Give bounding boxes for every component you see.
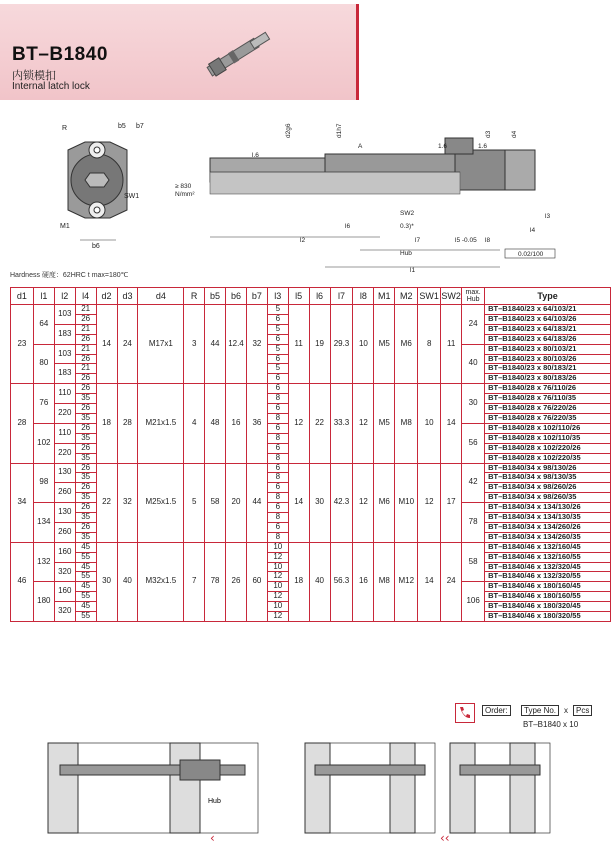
cell-l6: 19 (309, 305, 330, 384)
cell-l4: 35 (75, 513, 96, 523)
cell-r: 7 (184, 542, 205, 621)
cell-l1: 102 (33, 423, 54, 463)
cell-d4: M32x1.5 (138, 542, 184, 621)
cell-type: BT–B1840/46 x 180/320/45 (485, 602, 611, 612)
label-l1: l1 (410, 267, 416, 274)
cell-max-hub: 24 (462, 305, 485, 345)
cell-type: BT–B1840/28 x 76/220/26 (485, 404, 611, 414)
header-max-hub: max. Hub (462, 288, 485, 305)
cell-l4: 26 (75, 314, 96, 324)
cell-l4: 26 (75, 423, 96, 433)
cell-l4: 55 (75, 552, 96, 562)
install-step-1 (48, 743, 258, 845)
label-l7: l7 (415, 237, 421, 244)
cell-m2: M6 (395, 305, 418, 384)
cell-d2: 30 (96, 542, 117, 621)
cell-b5: 58 (205, 463, 226, 542)
cell-max-hub: 56 (462, 423, 485, 463)
spec-table (10, 287, 611, 622)
cell-type: BT–B1840/23 x 64/103/26 (485, 314, 611, 324)
cell-d3: 40 (117, 542, 138, 621)
cell-l3: 6 (267, 423, 288, 433)
cell-d4: M17x1 (138, 305, 184, 384)
cell-type: BT–B1840/34 x 134/130/26 (485, 503, 611, 513)
cell-m1: M5 (374, 305, 395, 384)
cell-max-hub: 30 (462, 384, 485, 424)
label-l5tol: l5 -0.05 (455, 237, 477, 244)
cell-max-hub: 78 (462, 503, 485, 543)
product-subtitle-en: Internal latch lock (12, 81, 90, 92)
cell-l4: 26 (75, 522, 96, 532)
label-d4: d4 (511, 130, 518, 138)
order-pcs-field: Pcs (573, 705, 592, 716)
cell-sw1: 12 (418, 463, 441, 542)
header-r: R (184, 288, 205, 305)
cell-l4: 35 (75, 532, 96, 542)
label-d2g6: d2g6 (285, 123, 292, 138)
hardness-note: Hardness 硬度：62HRC t max=180℃ (10, 272, 129, 279)
cell-l3: 8 (267, 433, 288, 443)
cell-type: BT–B1840/28 x 102/110/35 (485, 433, 611, 443)
label-b7: b7 (136, 123, 144, 130)
label-16b: 1.6 (438, 143, 448, 150)
cell-l4: 55 (75, 592, 96, 602)
cell-l1: 80 (33, 344, 54, 384)
header-l5: l5 (288, 288, 309, 305)
cell-type: BT–B1840/28 x 102/220/26 (485, 443, 611, 453)
cell-l4: 26 (75, 334, 96, 344)
cell-sw2: 17 (441, 463, 462, 542)
label-gdt: 0.02/100 (518, 251, 544, 258)
cell-b6: 20 (226, 463, 247, 542)
cell-l1: 132 (33, 542, 54, 582)
cell-l2: 103 (54, 305, 75, 325)
cell-sw1: 10 (418, 384, 441, 463)
cell-type: BT–B1840/34 x 98/260/35 (485, 493, 611, 503)
cell-b7: 32 (246, 305, 267, 384)
cell-l3: 6 (267, 522, 288, 532)
cell-b5: 78 (205, 542, 226, 621)
table-row (11, 463, 611, 473)
cell-l3: 6 (267, 354, 288, 364)
cell-l3: 6 (267, 384, 288, 394)
cell-m2: M10 (395, 463, 418, 542)
cell-l3: 6 (267, 404, 288, 414)
cell-l7: 33.3 (330, 384, 353, 463)
cell-l4: 21 (75, 364, 96, 374)
cell-max-hub: 58 (462, 542, 485, 582)
cell-sw1: 8 (418, 305, 441, 384)
cell-l4: 45 (75, 542, 96, 552)
cell-l3: 12 (267, 552, 288, 562)
cell-l4: 55 (75, 612, 96, 622)
cell-type: BT–B1840/46 x 180/160/45 (485, 582, 611, 592)
cell-l4: 21 (75, 305, 96, 315)
table-row (11, 305, 611, 315)
end-view-drawing (60, 123, 144, 250)
cell-l7: 29.3 (330, 305, 353, 384)
label-b5: b5 (118, 123, 126, 130)
install-hub-label: Hub (208, 798, 221, 805)
cell-d2: 18 (96, 384, 117, 463)
header-banner (0, 4, 359, 100)
cell-l4: 26 (75, 404, 96, 414)
order-example: BT–B1840 x 10 (523, 720, 579, 729)
cell-l2: 130 (54, 503, 75, 523)
label-R: R (62, 125, 68, 132)
install-step-2 (305, 743, 450, 845)
label-l6a: l.6 (252, 152, 259, 159)
cell-l2: 160 (54, 542, 75, 562)
cell-l4: 55 (75, 572, 96, 582)
cell-l3: 6 (267, 463, 288, 473)
label-d1h7: d1h7 (336, 123, 343, 138)
cell-type: BT–B1840/34 x 134/260/26 (485, 522, 611, 532)
cell-type: BT–B1840/28 x 76/110/26 (485, 384, 611, 394)
cell-l3: 12 (267, 612, 288, 622)
cell-l2: 260 (54, 522, 75, 542)
cell-d3: 24 (117, 305, 138, 384)
cell-type: BT–B1840/46 x 132/160/45 (485, 542, 611, 552)
cell-l3: 6 (267, 374, 288, 384)
product-title: BT–B1840 (12, 44, 108, 65)
cell-l5: 18 (288, 542, 309, 621)
cell-l3: 6 (267, 334, 288, 344)
cell-d4: M25x1.5 (138, 463, 184, 542)
cell-l3: 6 (267, 483, 288, 493)
cell-l1: 180 (33, 582, 54, 622)
cell-type: BT–B1840/23 x 80/103/21 (485, 344, 611, 354)
cell-sw2: 14 (441, 384, 462, 463)
cell-l2: 183 (54, 364, 75, 384)
cell-l3: 12 (267, 592, 288, 602)
header-d1: d1 (11, 288, 34, 305)
cell-d1: 46 (11, 542, 34, 621)
cell-l5: 14 (288, 463, 309, 542)
double-arrow-left-icon: ‹‹ (440, 831, 450, 845)
header-l4: l4 (75, 288, 96, 305)
product-subtitle-cn: 内锁模扣 (12, 70, 56, 82)
cell-l6: 40 (309, 542, 330, 621)
header-l1: l1 (33, 288, 54, 305)
technical-drawing (0, 110, 611, 280)
cell-l2: 320 (54, 602, 75, 622)
cell-l4: 26 (75, 374, 96, 384)
cell-l8: 10 (353, 305, 374, 384)
label-l3: l3 (545, 213, 551, 220)
cell-type: BT–B1840/46 x 180/160/55 (485, 592, 611, 602)
label-M1: M1 (60, 223, 70, 230)
cell-l2: 110 (54, 423, 75, 443)
cell-l4: 35 (75, 433, 96, 443)
order-type-field: Type No. (521, 705, 559, 716)
order-x: x (564, 706, 568, 715)
cell-l2: 103 (54, 344, 75, 364)
label-SW2: SW2 (400, 210, 415, 217)
header-m2: M2 (395, 288, 418, 305)
cell-l4: 26 (75, 463, 96, 473)
cell-type: BT–B1840/23 x 64/183/21 (485, 324, 611, 334)
cell-b7: 36 (246, 384, 267, 463)
cell-d3: 32 (117, 463, 138, 542)
cell-l2: 220 (54, 443, 75, 463)
header-l6: l6 (309, 288, 330, 305)
cell-l2: 160 (54, 582, 75, 602)
cell-l4: 35 (75, 493, 96, 503)
product-photo-icon (200, 24, 280, 84)
cell-l3: 8 (267, 394, 288, 404)
cell-l4: 35 (75, 413, 96, 423)
cell-sw2: 11 (441, 305, 462, 384)
cell-r: 3 (184, 305, 205, 384)
label-l6: l6 (345, 223, 351, 230)
cell-type: BT–B1840/23 x 80/183/21 (485, 364, 611, 374)
cell-l4: 21 (75, 344, 96, 354)
cell-type: BT–B1840/34 x 98/260/26 (485, 483, 611, 493)
header-m1: M1 (374, 288, 395, 305)
cell-l3: 5 (267, 344, 288, 354)
cell-type: BT–B1840/23 x 80/183/26 (485, 374, 611, 384)
cell-l3: 5 (267, 305, 288, 315)
order-label: Order: (482, 705, 511, 716)
cell-type: BT–B1840/46 x 132/320/45 (485, 562, 611, 572)
header-d2: d2 (96, 288, 117, 305)
cell-type: BT–B1840/28 x 102/220/35 (485, 453, 611, 463)
cell-b7: 60 (246, 542, 267, 621)
table-row (11, 384, 611, 394)
label-SW1: SW1 (124, 193, 140, 200)
header-l7: l7 (330, 288, 353, 305)
header-l3: l3 (267, 288, 288, 305)
cell-type: BT–B1840/34 x 134/130/35 (485, 513, 611, 523)
header-d3: d3 (117, 288, 138, 305)
cell-type: BT–B1840/46 x 132/320/55 (485, 572, 611, 582)
label-hub: Hub (400, 250, 412, 257)
cell-type: BT–B1840/28 x 76/110/35 (485, 394, 611, 404)
cell-max-hub: 106 (462, 582, 485, 622)
header-b5: b5 (205, 288, 226, 305)
cell-type: BT–B1840/23 x 64/183/26 (485, 334, 611, 344)
cell-l2: 260 (54, 483, 75, 503)
table-row (11, 542, 611, 552)
cell-l1: 64 (33, 305, 54, 345)
cell-l4: 35 (75, 453, 96, 463)
cell-l1: 98 (33, 463, 54, 503)
cell-type: BT–B1840/46 x 132/160/55 (485, 552, 611, 562)
cell-m2: M8 (395, 384, 418, 463)
cell-l5: 11 (288, 305, 309, 384)
cell-type: BT–B1840/34 x 98/130/26 (485, 463, 611, 473)
cell-m1: M6 (374, 463, 395, 542)
cell-l4: 26 (75, 384, 96, 394)
arrow-left-icon: ‹ (210, 831, 215, 845)
side-view-drawing (175, 123, 555, 274)
spec-header-row (11, 288, 611, 305)
label-strength-unit: N/mm² (175, 191, 195, 198)
cell-d3: 28 (117, 384, 138, 463)
cell-l5: 12 (288, 384, 309, 463)
cell-l8: 12 (353, 384, 374, 463)
install-step-3 (450, 743, 550, 833)
cell-l4: 21 (75, 324, 96, 334)
cell-b5: 48 (205, 384, 226, 463)
cell-l3: 5 (267, 364, 288, 374)
cell-max-hub: 42 (462, 463, 485, 503)
header-d4: d4 (138, 288, 184, 305)
cell-d1: 23 (11, 305, 34, 384)
cell-sw1: 14 (418, 542, 441, 621)
cell-d4: M21x1.5 (138, 384, 184, 463)
cell-type: BT–B1840/28 x 76/220/35 (485, 413, 611, 423)
label-strength: ≥ 830 (175, 183, 192, 190)
cell-r: 4 (184, 384, 205, 463)
cell-l3: 8 (267, 493, 288, 503)
cell-type: BT–B1840/23 x 80/103/26 (485, 354, 611, 364)
header-l2: l2 (54, 288, 75, 305)
cell-d2: 14 (96, 305, 117, 384)
header-sw2: SW2 (441, 288, 462, 305)
cell-d2: 22 (96, 463, 117, 542)
cell-l2: 130 (54, 463, 75, 483)
cell-l3: 10 (267, 542, 288, 552)
cell-b6: 12.4 (226, 305, 247, 384)
header-sw1: SW1 (418, 288, 441, 305)
cell-l3: 10 (267, 582, 288, 592)
header-l8: l8 (353, 288, 374, 305)
cell-r: 5 (184, 463, 205, 542)
cell-l4: 45 (75, 562, 96, 572)
cell-l3: 12 (267, 572, 288, 582)
cell-l4: 45 (75, 602, 96, 612)
cell-m1: M5 (374, 384, 395, 463)
phone-icon (455, 703, 475, 723)
cell-l3: 8 (267, 473, 288, 483)
cell-sw2: 24 (441, 542, 462, 621)
cell-l8: 12 (353, 463, 374, 542)
cell-m2: M12 (395, 542, 418, 621)
cell-d1: 34 (11, 463, 34, 542)
cell-l2: 183 (54, 324, 75, 344)
cell-type: BT–B1840/34 x 134/260/35 (485, 532, 611, 542)
header-b7: b7 (246, 288, 267, 305)
cell-max-hub: 40 (462, 344, 485, 384)
label-b6: b6 (92, 243, 100, 250)
cell-l4: 35 (75, 473, 96, 483)
order-box (455, 703, 605, 735)
label-l8: l8 (485, 237, 491, 244)
label-A: A (358, 143, 363, 150)
cell-m1: M8 (374, 542, 395, 621)
cell-type: BT–B1840/46 x 180/320/55 (485, 612, 611, 622)
cell-l4: 35 (75, 394, 96, 404)
cell-l3: 10 (267, 562, 288, 572)
cell-l4: 26 (75, 503, 96, 513)
cell-l1: 134 (33, 503, 54, 543)
cell-l6: 22 (309, 384, 330, 463)
cell-l3: 6 (267, 503, 288, 513)
cell-l3: 8 (267, 513, 288, 523)
cell-l4: 26 (75, 483, 96, 493)
cell-l3: 8 (267, 453, 288, 463)
label-16c: 1.6 (478, 143, 488, 150)
cell-b7: 44 (246, 463, 267, 542)
cell-l8: 16 (353, 542, 374, 621)
cell-l3: 8 (267, 532, 288, 542)
cell-l3: 8 (267, 413, 288, 423)
cell-type: BT–B1840/23 x 64/103/21 (485, 305, 611, 315)
header-type: Type (485, 288, 611, 305)
label-d3: d3 (485, 130, 492, 138)
cell-l4: 45 (75, 582, 96, 592)
cell-l3: 6 (267, 314, 288, 324)
cell-l6: 30 (309, 463, 330, 542)
cell-b6: 26 (226, 542, 247, 621)
label-tol: 0.3)* (400, 223, 414, 230)
cell-l3: 5 (267, 324, 288, 334)
cell-l4: 26 (75, 354, 96, 364)
cell-b6: 16 (226, 384, 247, 463)
cell-l3: 10 (267, 602, 288, 612)
cell-b5: 44 (205, 305, 226, 384)
cell-type: BT–B1840/34 x 98/130/35 (485, 473, 611, 483)
cell-l1: 76 (33, 384, 54, 424)
cell-d1: 28 (11, 384, 34, 463)
cell-l7: 56.3 (330, 542, 353, 621)
header-b6: b6 (226, 288, 247, 305)
cell-l2: 110 (54, 384, 75, 404)
cell-l3: 6 (267, 443, 288, 453)
installation-drawings (0, 738, 611, 853)
cell-l2: 320 (54, 562, 75, 582)
cell-l7: 42.3 (330, 463, 353, 542)
label-l4: l4 (530, 227, 536, 234)
label-l2: l2 (300, 237, 306, 244)
cell-l4: 26 (75, 443, 96, 453)
cell-l2: 220 (54, 404, 75, 424)
cell-type: BT–B1840/28 x 102/110/26 (485, 423, 611, 433)
